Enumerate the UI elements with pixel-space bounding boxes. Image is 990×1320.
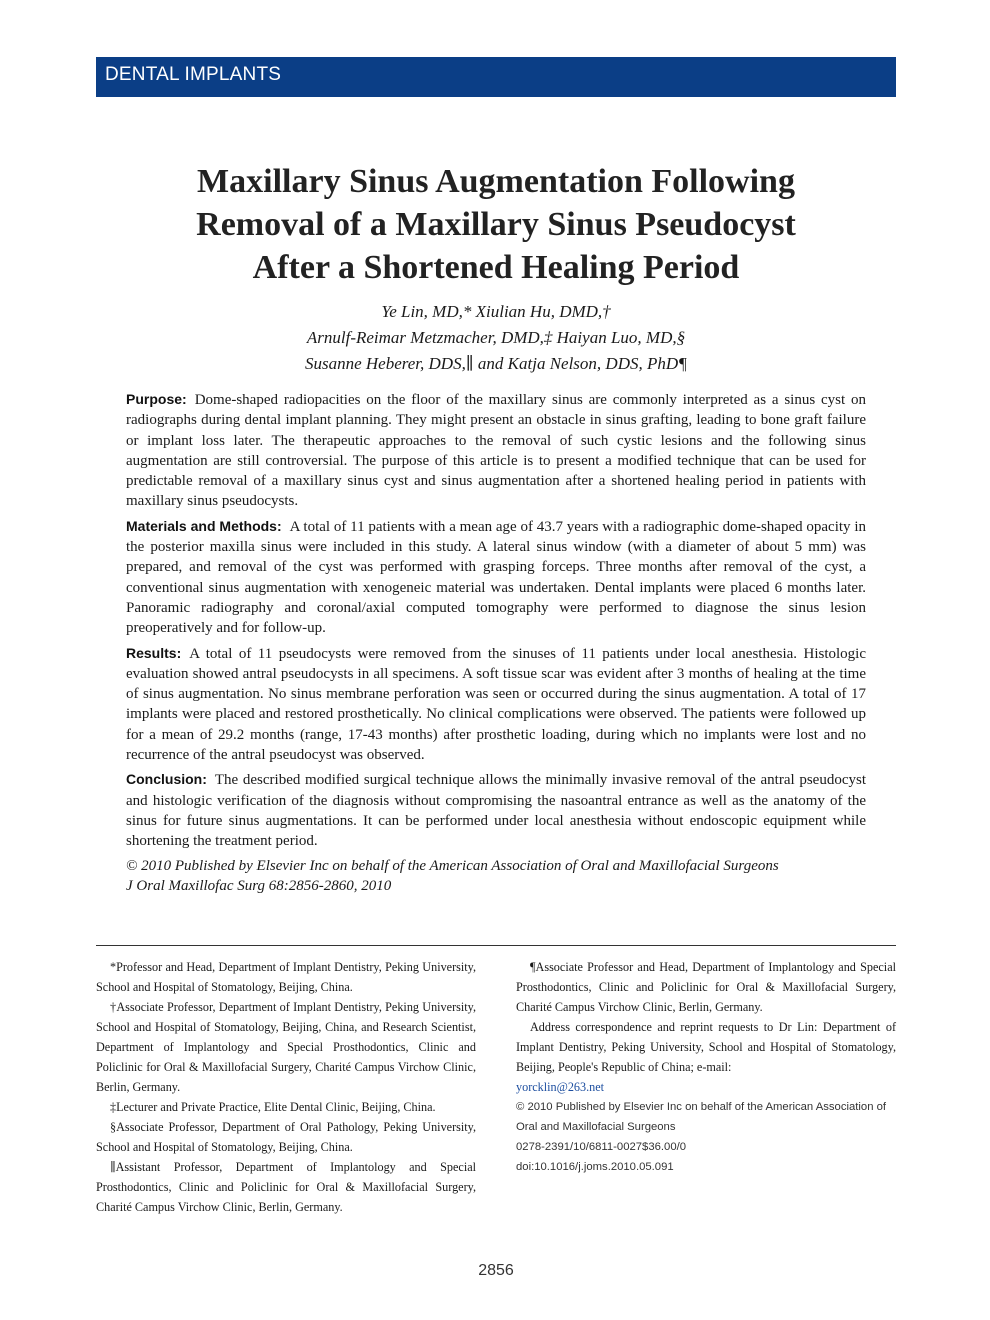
footnotes-left [96, 957, 476, 1217]
affiliation-footnote: §Associate Professor, Department of Oral Pathology, Peking University, School and Hospital of Stomatology, Beijing, China. [96, 1120, 476, 1154]
abstract-methods [126, 516, 866, 639]
copyright-notice: © 2010 Published by Elsevier Inc on behalf of the American Association of Oral and Maxillofacial Surgeons [516, 1101, 887, 1133]
correspondence-email-line [516, 1077, 896, 1097]
results-label: Results: [126, 644, 182, 661]
title-line: Removal of a Maxillary Sinus Pseudocyst [196, 206, 796, 243]
correspondence-note: Address correspondence and reprint requests to Dr Lin: Department of Implant Dentistry, Peking University, School and Hospital of Stomatology, Beijing, People's Republic of China; e-mail: [516, 1020, 896, 1074]
title-line: Maxillary Sinus Augmentation Following [197, 163, 795, 200]
section-banner: DENTAL IMPLANTS [96, 57, 896, 97]
conclusion-label: Conclusion: [126, 771, 207, 788]
conclusion-text: The described modified surgical technique allows the minimally invasive removal of the antral pseudocyst and histologic verification of the diagnosis without compromising the nasoantral entrance as well as the anatomy of the sinus for future sinus augmentations. It can be performed under local anesthesia without endoscopic equipment while shortening the treatment period. [126, 772, 866, 850]
affiliation-footnote: †Associate Professor, Department of Implant Dentistry, Peking University, School and Hospital of Stomatology, Beijing, China, and Research Scientist, Department of Implantology and Special Prosthodontics, Clinic and Policlinic for Oral & Maxillofacial Surgery, Charité Campus Virchow Clinic, Berlin, Germany. [96, 1000, 476, 1094]
affiliation-footnote: ‡Lecturer and Private Practice, Elite Dental Clinic, Beijing, China. [110, 1100, 436, 1114]
affiliation-footnote: ∥Assistant Professor, Department of Implantology and Special Prosthodontics, Clinic and Policlinic for Oral & Maxillofacial Surgery, Charité Campus Virchow Clinic, Berlin, Germany. [96, 1160, 476, 1214]
issn-code: 0278-2391/10/6811-0027$36.00/0 [516, 1141, 687, 1153]
abstract-copyright: © 2010 Published by Elsevier Inc on behalf of the American Association of Oral and Maxillofacial Surgeons [126, 857, 779, 874]
affiliation-footnote: ¶Associate Professor and Head, Department of Implantology and Special Prosthodontics, Clinic and Policlinic for Oral & Maxillofacial Surgery, Charité Campus Virchow Clinic, Berlin, Germany. [516, 960, 896, 1014]
purpose-text: Dome-shaped radiopacities on the floor of the maxillary sinus are commonly interpreted as a sinus cyst on radiographs during dental implant planning. They might present an obstacle in sinus grafting, leading to bone graft failure or implant loss later. The therapeutic approaches to the removal of such cystic lesions and the following sinus augmentation are still controversial. The purpose of this article is to present a modified technique that can be used for predictable removal of a maxillary sinus cyst and sinus augmentation after a shortened healing period in patients with maxillary sinus pseudocysts. [126, 392, 866, 510]
abstract [126, 389, 866, 896]
author-line: Arnulf-Reimar Metzmacher, DMD,‡ Haiyan Luo, MD,§ [306, 328, 686, 347]
methods-label: Materials and Methods: [126, 517, 282, 534]
abstract-results [126, 643, 866, 766]
methods-text: A total of 11 patients with a mean age of 43.7 years with a radiographic dome-shaped opacity in the posterior maxilla sinus were included in this study. A lateral sinus window (with a diameter of about 5 mm) was prepared, and removal of the cyst was performed with grasping forceps. Three months after removal of the cyst, a conventional sinus augmentation with xenogeneic material was undertaken. Dental implants were placed 6 months later. Panoramic radiography and coronal/axial computed tomography were performed to diagnose the sinus lesion preoperatively and for follow-up. [126, 518, 866, 637]
results-text: A total of 11 pseudocysts were removed from the sinuses of 11 patients under local anesthesia. Histologic evaluation showed antral pseudocysts in all specimens. A soft tissue scar was evident after 3 months of healing at the time of sinus augmentation. No sinus membrane perforation was seen or occurred during the sinus augmentation. A total of 17 implants were placed and restored prosthetically. No clinical complications were observed. The patients were followed up for a mean of 29.2 months (range, 17-43 months) after prosthetic loading, during which no implants were lost and no recurrence of the antral pseudocyst was observed. [126, 645, 866, 764]
journal-citation: J Oral Maxillofac Surg 68:2856-2860, 2010 [126, 877, 392, 894]
abstract-conclusion [126, 769, 866, 851]
author-line: Ye Lin, MD,* Xiulian Hu, DMD,† [381, 302, 611, 321]
footnotes-right [516, 957, 896, 1177]
purpose-label: Purpose: [126, 391, 187, 407]
author-list [96, 299, 896, 377]
email-link[interactable]: yorcklin@263.net [516, 1080, 605, 1094]
article-title [96, 160, 896, 289]
page-number: 2856 [478, 1262, 514, 1279]
abstract-purpose [126, 389, 866, 512]
author-line: Susanne Heberer, DDS,∥ and Katja Nelson, DDS, PhD¶ [304, 354, 688, 373]
footnote-divider [96, 945, 896, 946]
doi-link[interactable]: doi:10.1016/j.joms.2010.05.091 [516, 1161, 674, 1173]
affiliation-footnote: *Professor and Head, Department of Implant Dentistry, Peking University, School and Hospital of Stomatology, Beijing, China. [96, 960, 476, 994]
title-line: After a Shortened Healing Period [252, 249, 740, 286]
